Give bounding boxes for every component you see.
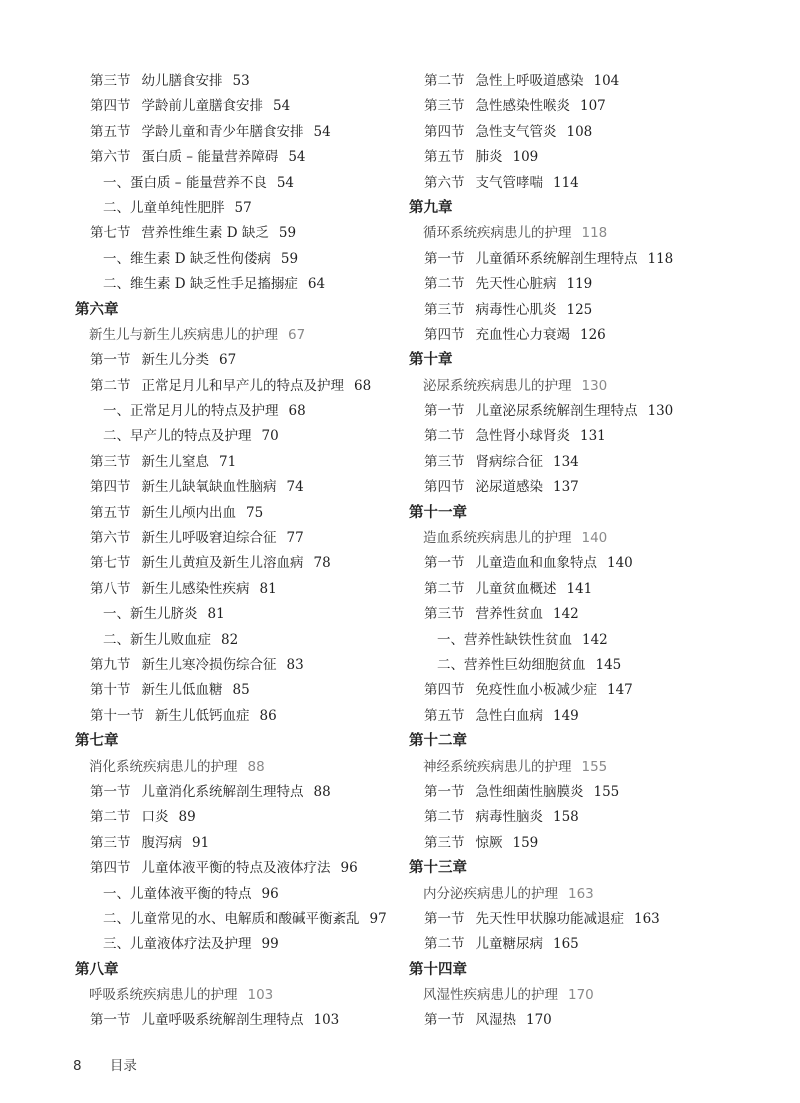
entry-page-number: 83 <box>286 656 304 673</box>
section-number: 第三节 <box>90 834 131 851</box>
entry-title: 肺炎 <box>475 149 503 166</box>
entry-page-number: 134 <box>553 453 579 470</box>
section-number: 第一节 <box>424 910 465 927</box>
entry-title: 二、早产儿的特点及护理 <box>103 428 252 445</box>
toc-chapter-heading[interactable] <box>75 729 395 754</box>
toc-section-entry[interactable] <box>409 247 739 272</box>
toc-section-entry[interactable] <box>409 602 739 627</box>
section-number: 第二节 <box>424 428 465 445</box>
entry-title: 二、新生儿败血症 <box>103 631 211 648</box>
toc-section-entry[interactable] <box>409 780 739 805</box>
entry-page-number: 96 <box>261 885 279 902</box>
toc-subsection-entry[interactable] <box>75 272 395 297</box>
section-number: 第八节 <box>90 580 131 597</box>
toc-chapter-heading[interactable] <box>409 856 739 881</box>
section-number: 第一节 <box>90 1012 131 1029</box>
toc-section-entry[interactable] <box>75 501 395 526</box>
toc-section-entry[interactable] <box>409 450 739 475</box>
entry-page-number: 145 <box>595 656 622 673</box>
toc-section-entry[interactable] <box>409 831 739 856</box>
toc-chapter-title[interactable] <box>409 882 739 907</box>
entry-page-number: 131 <box>580 428 606 445</box>
entry-title: 儿童造血和血象特点 <box>475 555 597 572</box>
entry-title: 儿童体液平衡的特点及液体疗法 <box>141 860 331 877</box>
section-number: 第十一节 <box>90 707 144 724</box>
toc-chapter-title[interactable] <box>409 221 739 246</box>
chapter-number: 第十章 <box>409 352 453 369</box>
entry-title: 呼吸系统疾病患儿的护理 <box>89 987 238 1004</box>
section-number: 第二节 <box>424 73 465 89</box>
toc-section-entry[interactable] <box>409 94 739 119</box>
entry-title: 二、儿童常见的水、电解质和酸碱平衡紊乱 <box>103 910 360 927</box>
entry-page-number: 54 <box>273 98 291 115</box>
toc-chapter-title[interactable] <box>409 755 739 780</box>
entry-page-number: 99 <box>261 936 279 953</box>
toc-section-entry[interactable] <box>75 678 395 703</box>
toc-section-entry[interactable] <box>75 1008 395 1033</box>
entry-title: 新生儿呼吸窘迫综合征 <box>141 530 277 547</box>
section-number: 第六节 <box>90 149 131 166</box>
toc-chapter-title[interactable] <box>75 323 395 348</box>
entry-page-number: 142 <box>553 606 579 623</box>
toc-section-entry[interactable] <box>409 475 739 500</box>
section-number: 第五节 <box>424 707 465 724</box>
chapter-number: 第十二章 <box>409 733 467 750</box>
section-number: 第九节 <box>90 656 131 673</box>
toc-section-entry[interactable] <box>409 272 739 297</box>
entry-page-number: 163 <box>568 885 594 902</box>
entry-title: 一、儿童体液平衡的特点 <box>103 885 252 902</box>
chapter-number: 第七章 <box>75 733 119 750</box>
entry-page-number: 103 <box>247 987 274 1004</box>
entry-page-number: 54 <box>288 149 306 166</box>
toc-section-entry[interactable] <box>409 120 739 145</box>
entry-title: 免疫性血小板减少症 <box>475 682 597 699</box>
entry-title: 支气管哮喘 <box>475 174 543 191</box>
toc-chapter-title[interactable] <box>75 755 395 780</box>
chapter-number: 第六章 <box>75 301 119 318</box>
entry-page-number: 67 <box>288 326 306 343</box>
section-number: 第六节 <box>90 530 131 547</box>
entry-page-number: 104 <box>593 73 620 89</box>
entry-title: 惊厥 <box>475 834 503 851</box>
section-number: 第一节 <box>424 250 465 267</box>
entry-page-number: 67 <box>219 352 237 369</box>
toc-section-entry[interactable] <box>75 348 395 373</box>
section-number: 第二节 <box>424 809 465 826</box>
toc-chapter-heading[interactable] <box>75 958 395 983</box>
toc-section-entry[interactable] <box>409 171 739 196</box>
entry-title: 正常足月儿和早产儿的特点及护理 <box>141 377 344 394</box>
entry-title: 三、儿童液体疗法及护理 <box>103 936 252 953</box>
toc-section-entry[interactable] <box>75 94 395 119</box>
entry-title: 新生儿颅内出血 <box>141 504 236 521</box>
toc-subsection-entry[interactable] <box>75 196 395 221</box>
toc-section-entry[interactable] <box>409 323 739 348</box>
section-number: 第五节 <box>424 149 465 166</box>
section-number: 第一节 <box>90 352 131 369</box>
toc-subsection-entry[interactable] <box>75 247 395 272</box>
entry-page-number: 119 <box>566 276 593 293</box>
toc-subsection-entry[interactable] <box>75 602 395 627</box>
entry-page-number: 68 <box>288 403 306 420</box>
entry-title: 二、儿童单纯性肥胖 <box>103 199 225 216</box>
entry-title: 泌尿系统疾病患儿的护理 <box>423 377 572 394</box>
entry-page-number: 88 <box>313 783 331 800</box>
section-number: 第三节 <box>424 834 465 851</box>
entry-title: 儿童循环系统解剖生理特点 <box>475 250 638 267</box>
chapter-number: 第十一章 <box>409 504 467 521</box>
section-number: 第七节 <box>90 555 131 572</box>
entry-title: 消化系统疾病患儿的护理 <box>89 758 238 775</box>
entry-page-number: 97 <box>369 910 387 927</box>
toc-chapter-heading[interactable] <box>409 196 739 221</box>
entry-title: 急性上呼吸道感染 <box>475 73 584 89</box>
entry-title: 神经系统疾病患儿的护理 <box>423 758 572 775</box>
entry-title: 风湿热 <box>475 1012 516 1029</box>
entry-page-number: 89 <box>178 809 196 826</box>
entry-page-number: 86 <box>259 707 277 724</box>
entry-page-number: 68 <box>354 377 372 394</box>
toc-subsection-entry[interactable] <box>409 628 739 653</box>
entry-page-number: 91 <box>192 834 210 851</box>
toc-section-entry[interactable] <box>75 856 395 881</box>
entry-page-number: 155 <box>593 783 620 800</box>
entry-page-number: 140 <box>581 530 608 547</box>
entry-title: 急性细菌性脑膜炎 <box>475 783 584 800</box>
entry-page-number: 107 <box>580 98 606 115</box>
entry-title: 儿童糖尿病 <box>475 936 543 953</box>
toc-section-entry[interactable] <box>75 577 395 602</box>
entry-page-number: 159 <box>512 834 539 851</box>
entry-page-number: 158 <box>553 809 579 826</box>
toc-section-entry[interactable] <box>75 551 395 576</box>
entry-page-number: 155 <box>581 758 608 775</box>
section-number: 第三节 <box>424 606 465 623</box>
entry-page-number: 118 <box>581 225 608 242</box>
entry-title: 充血性心力衰竭 <box>475 326 570 343</box>
entry-title: 新生儿寒冷损伤综合征 <box>141 656 277 673</box>
entry-title: 新生儿感染性疾病 <box>141 580 250 597</box>
section-number: 第七节 <box>90 225 131 242</box>
entry-page-number: 147 <box>607 682 633 699</box>
chapter-number: 第十四章 <box>409 961 467 978</box>
section-number: 第一节 <box>90 783 131 800</box>
chapter-number: 第十三章 <box>409 860 467 877</box>
toc-section-entry[interactable] <box>75 653 395 678</box>
toc-section-entry[interactable] <box>75 221 395 246</box>
toc-chapter-title[interactable] <box>75 983 395 1008</box>
toc-section-entry[interactable] <box>409 1008 739 1033</box>
section-number: 第二节 <box>90 377 131 394</box>
entry-title: 腹泻病 <box>141 834 182 851</box>
entry-page-number: 88 <box>247 758 265 775</box>
section-number: 第四节 <box>424 123 465 140</box>
entry-page-number: 64 <box>307 276 326 293</box>
entry-page-number: 142 <box>582 631 608 648</box>
toc-section-entry[interactable] <box>409 298 739 323</box>
toc-section-entry[interactable] <box>75 780 395 805</box>
toc-section-entry[interactable] <box>409 678 739 703</box>
toc-subsection-entry[interactable] <box>75 399 395 424</box>
section-number: 第三节 <box>424 98 465 115</box>
entry-title: 肾病综合征 <box>475 453 543 470</box>
section-number: 第一节 <box>424 555 465 572</box>
entry-title: 幼儿膳食安排 <box>141 73 223 89</box>
entry-page-number: 54 <box>313 123 331 140</box>
entry-title: 病毒性脑炎 <box>475 809 543 826</box>
section-number: 第四节 <box>424 479 465 496</box>
toc-subsection-entry[interactable] <box>409 653 739 678</box>
section-number: 第十节 <box>90 682 131 699</box>
entry-page-number: 126 <box>580 326 606 343</box>
entry-title: 造血系统疾病患儿的护理 <box>423 530 572 547</box>
entry-page-number: 170 <box>568 987 594 1004</box>
entry-title: 泌尿道感染 <box>475 479 543 496</box>
entry-page-number: 137 <box>553 479 579 496</box>
toc-section-entry[interactable] <box>75 704 395 729</box>
entry-page-number: 165 <box>553 936 579 953</box>
entry-title: 一、正常足月儿的特点及护理 <box>103 403 279 420</box>
entry-title: 儿童消化系统解剖生理特点 <box>141 783 304 800</box>
entry-page-number: 59 <box>278 225 297 242</box>
entry-page-number: 82 <box>221 631 239 648</box>
section-number: 第二节 <box>424 276 465 293</box>
entry-title: 一、蛋白质 – 能量营养不良 <box>103 174 267 191</box>
entry-title: 营养性维生素 D 缺乏 <box>141 225 269 242</box>
entry-title: 一、营养性缺铁性贫血 <box>437 631 572 648</box>
section-number: 第五节 <box>90 504 131 521</box>
toc-section-entry[interactable] <box>409 907 739 932</box>
toc-subsection-entry[interactable] <box>75 907 395 932</box>
toc-section-entry[interactable] <box>409 805 739 830</box>
entry-title: 儿童贫血概述 <box>475 580 557 597</box>
entry-page-number: 70 <box>261 428 279 445</box>
toc-chapter-title[interactable] <box>409 526 739 551</box>
entry-page-number: 163 <box>634 910 660 927</box>
section-number: 第一节 <box>424 783 465 800</box>
toc-chapter-heading[interactable] <box>75 298 395 323</box>
footer-label: 目录 <box>109 1058 137 1074</box>
entry-title: 急性感染性喉炎 <box>475 98 570 115</box>
entry-title: 儿童泌尿系统解剖生理特点 <box>475 403 638 420</box>
entry-title: 急性白血病 <box>475 707 543 724</box>
toc-section-entry[interactable] <box>75 374 395 399</box>
toc-section-entry[interactable] <box>409 932 739 957</box>
entry-page-number: 96 <box>340 860 358 877</box>
section-number: 第四节 <box>90 98 131 115</box>
page-footer <box>73 1054 137 1074</box>
entry-title: 风湿性疾病患儿的护理 <box>423 987 558 1004</box>
toc-subsection-entry[interactable] <box>75 932 395 957</box>
toc-section-entry[interactable] <box>409 577 739 602</box>
toc-section-entry[interactable] <box>75 145 395 170</box>
entry-page-number: 108 <box>566 123 593 140</box>
entry-page-number: 149 <box>553 707 579 724</box>
toc-right-column <box>409 69 739 1034</box>
entry-page-number: 54 <box>276 174 295 191</box>
entry-page-number: 170 <box>526 1012 552 1029</box>
entry-title: 新生儿低钙血症 <box>155 707 250 724</box>
toc-chapter-heading[interactable] <box>409 501 739 526</box>
entry-title: 急性肾小球肾炎 <box>475 428 570 445</box>
entry-title: 内分泌疾病患儿的护理 <box>423 885 558 902</box>
section-number: 第六节 <box>424 174 465 191</box>
section-number: 第四节 <box>424 326 465 343</box>
toc-chapter-heading[interactable] <box>409 348 739 373</box>
toc-chapter-heading[interactable] <box>409 729 739 754</box>
entry-page-number: 74 <box>286 479 304 496</box>
entry-page-number: 141 <box>566 580 593 597</box>
entry-page-number: 81 <box>207 606 225 623</box>
section-number: 第四节 <box>90 860 131 877</box>
entry-page-number: 118 <box>647 250 674 267</box>
toc-section-entry[interactable] <box>409 399 739 424</box>
section-number: 第三节 <box>424 301 465 318</box>
section-number: 第二节 <box>90 809 131 826</box>
toc-section-entry[interactable] <box>75 475 395 500</box>
entry-title: 新生儿缺氧缺血性脑病 <box>141 479 277 496</box>
toc-section-entry[interactable] <box>75 805 395 830</box>
entry-page-number: 57 <box>234 199 252 216</box>
toc-section-entry[interactable] <box>409 145 739 170</box>
section-number: 第二节 <box>424 580 465 597</box>
entry-title: 新生儿低血糖 <box>141 682 223 699</box>
section-number: 第一节 <box>424 1012 465 1029</box>
section-number: 第四节 <box>424 682 465 699</box>
entry-page-number: 81 <box>259 580 277 597</box>
entry-title: 一、维生素 D 缺乏性佝偻病 <box>103 250 271 267</box>
toc-subsection-entry[interactable] <box>75 171 395 196</box>
entry-title: 新生儿黄疸及新生儿溶血病 <box>141 555 304 572</box>
entry-title: 儿童呼吸系统解剖生理特点 <box>141 1012 304 1029</box>
toc-section-entry[interactable] <box>75 526 395 551</box>
chapter-number: 第九章 <box>409 199 453 216</box>
section-number: 第二节 <box>424 936 465 953</box>
chapter-number: 第八章 <box>75 961 119 978</box>
entry-page-number: 125 <box>566 301 593 318</box>
entry-title: 营养性贫血 <box>475 606 543 623</box>
entry-title: 口炎 <box>141 809 169 826</box>
toc-section-entry[interactable] <box>409 704 739 729</box>
entry-title: 二、营养性巨幼细胞贫血 <box>437 656 586 673</box>
toc-subsection-entry[interactable] <box>75 424 395 449</box>
entry-title: 循环系统疾病患儿的护理 <box>423 225 572 242</box>
entry-page-number: 130 <box>647 403 674 420</box>
section-number: 第三节 <box>90 73 131 89</box>
section-number: 第三节 <box>424 453 465 470</box>
toc-section-entry[interactable] <box>75 120 395 145</box>
section-number: 第五节 <box>90 123 131 140</box>
entry-page-number: 71 <box>219 453 237 470</box>
entry-title: 先天性心脏病 <box>475 276 557 293</box>
entry-title: 新生儿分类 <box>141 352 209 369</box>
entry-page-number: 59 <box>280 250 299 267</box>
entry-page-number: 103 <box>313 1012 340 1029</box>
entry-title: 蛋白质 – 能量营养障碍 <box>141 149 279 166</box>
toc-chapter-title[interactable] <box>409 983 739 1008</box>
toc-subsection-entry[interactable] <box>75 628 395 653</box>
entry-title: 先天性甲状腺功能减退症 <box>475 910 624 927</box>
entry-page-number: 109 <box>512 149 539 166</box>
toc-section-entry[interactable] <box>75 831 395 856</box>
entry-title: 病毒性心肌炎 <box>475 301 557 318</box>
toc-section-entry[interactable] <box>409 424 739 449</box>
entry-title: 新生儿窒息 <box>141 453 209 470</box>
entry-page-number: 78 <box>313 555 331 572</box>
entry-title: 学龄前儿童膳食安排 <box>141 98 263 115</box>
toc-section-entry[interactable] <box>409 69 739 94</box>
entry-page-number: 77 <box>286 530 304 547</box>
toc-subsection-entry[interactable] <box>75 882 395 907</box>
entry-title: 学龄儿童和青少年膳食安排 <box>141 123 304 140</box>
toc-chapter-heading[interactable] <box>409 958 739 983</box>
entry-title: 二、维生素 D 缺乏性手足搐搦症 <box>103 276 298 293</box>
page-number: 8 <box>73 1058 82 1074</box>
entry-page-number: 130 <box>581 377 608 394</box>
entry-page-number: 140 <box>607 555 633 572</box>
entry-page-number: 114 <box>553 174 579 191</box>
section-number: 第三节 <box>90 453 131 470</box>
toc-chapter-title[interactable] <box>409 374 739 399</box>
section-number: 第一节 <box>424 403 465 420</box>
entry-title: 新生儿与新生儿疾病患儿的护理 <box>89 326 278 343</box>
entry-page-number: 75 <box>246 504 264 521</box>
entry-title: 急性支气管炎 <box>475 123 557 140</box>
toc-left-column <box>75 69 395 1034</box>
toc-section-entry[interactable] <box>75 69 395 94</box>
toc-section-entry[interactable] <box>75 450 395 475</box>
section-number: 第四节 <box>90 479 131 496</box>
entry-title: 一、新生儿脐炎 <box>103 606 198 623</box>
toc-section-entry[interactable] <box>409 551 739 576</box>
entry-page-number: 85 <box>232 682 250 699</box>
entry-page-number: 53 <box>232 73 250 89</box>
